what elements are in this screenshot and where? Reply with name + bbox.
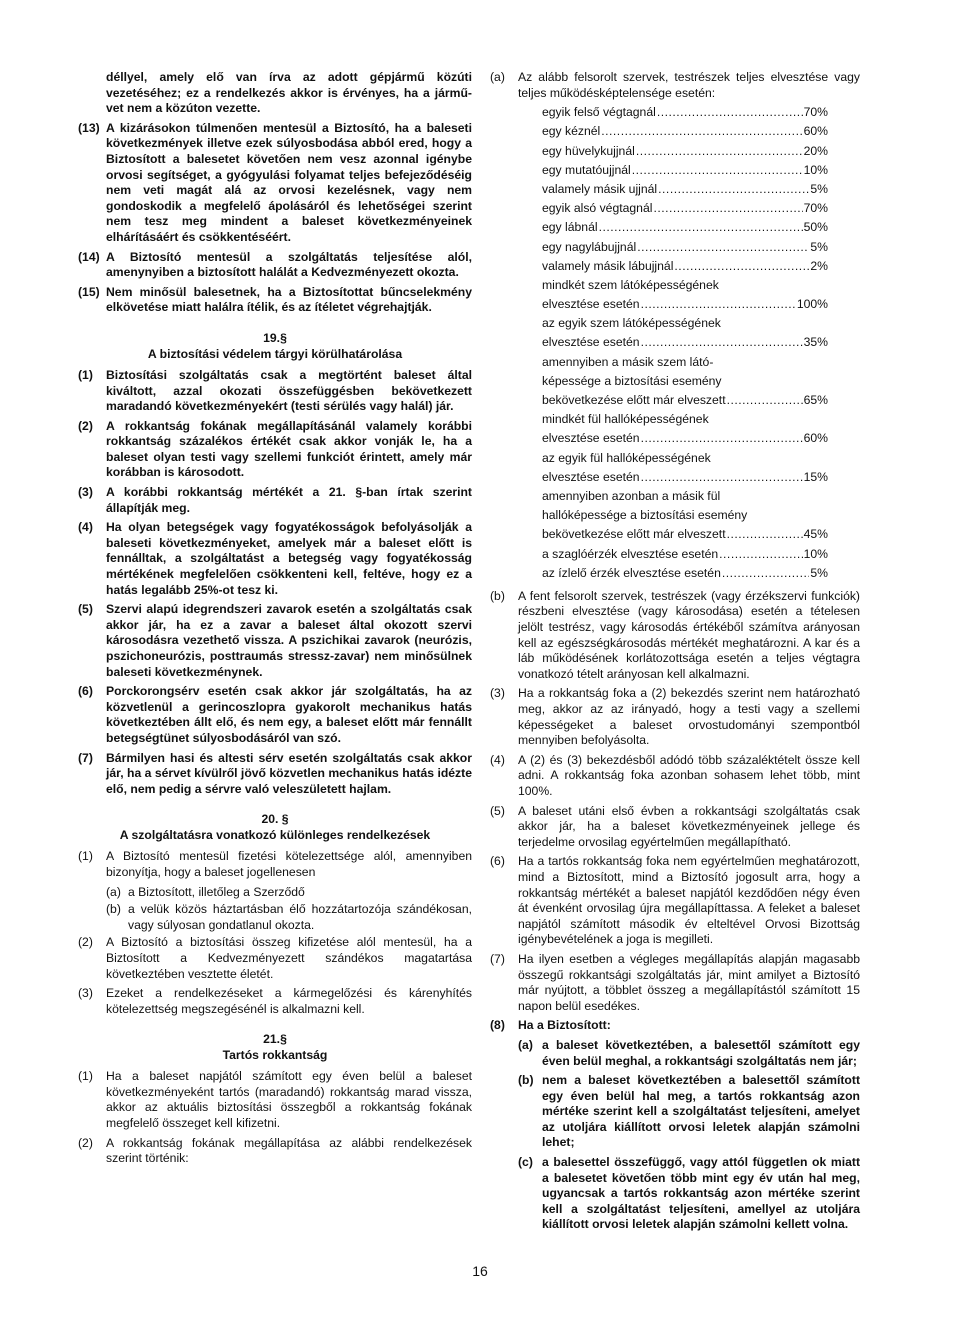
dot-leader xyxy=(727,393,803,409)
table-row xyxy=(542,547,828,566)
paragraph-text: A Biztosító mentesül fizetési kötelezettsége alól, amennyiben bizonyítja, hogy a baleset jogellenesen xyxy=(106,849,472,879)
section-20-heading xyxy=(78,811,472,843)
dot-leader xyxy=(722,566,810,582)
paragraph-text: Bármilyen hasi és altesti sérv esetén szolgáltatás csak akkor jár, ha a sérvet kívülről jövő közvetlen mechanikus hatás idézte elő, nem pedig a sérvre való veleszületett hajlam. xyxy=(106,750,472,796)
paragraph-text: Nem minősül balesetnek, ha a Biztosítottat bűncselekmény elkövetése miatt halálra ítélik, és az ítéletet végrehajtják. xyxy=(106,284,472,315)
table-row-percent: 60% xyxy=(803,124,828,139)
table-row xyxy=(542,527,828,546)
paragraph-text: A Biztosító a biztosítási összeg kifizetése alól mentesül, ha a Biztosított a Kedvezményezett szándékos magatartása következtében vesztette életét. xyxy=(106,935,472,981)
table-row-percent: 10% xyxy=(803,162,828,177)
table-row-percent: 65% xyxy=(803,393,828,407)
section-subtitle: A szolgáltatásra vonatkozó különleges rendelkezések xyxy=(119,828,431,843)
table-row-percent: 35% xyxy=(803,335,828,350)
paragraph-number: (14) xyxy=(78,249,100,264)
sub-text: a baleset következtében, a balesettől számított egy éven belül meghal, a rokkantsági szolgáltatás nem jár; xyxy=(542,1037,860,1068)
table-row-percent: 45% xyxy=(803,527,828,542)
table-row-label: bekövetkezése előtt már elveszett xyxy=(542,527,726,542)
table-row-percent: 100% xyxy=(796,297,828,312)
table-row-label: az ízlelő érzék elvesztése esetén xyxy=(542,565,721,580)
dot-leader xyxy=(727,527,803,543)
table-row-label: elvesztése esetén xyxy=(542,335,640,350)
sub-number: (a) xyxy=(490,70,505,84)
dot-leader xyxy=(657,105,803,121)
paragraph-8-sub-c xyxy=(490,1155,860,1233)
paragraph-text: Ha olyan betegségek vagy fogyatékosságok befolyásolják a baleseti következményeket, amelyek már a baleset előtt is fennálltak, a szolgáltatást a betegség vagy fogyatékosság mértékének megfelelően csökkenteni kell, feltéve, hogy ez a hatás legalább 25%-ot tesz ki. xyxy=(106,520,472,597)
paragraph-8-sub-b xyxy=(490,1073,860,1151)
table-row-percent: 50% xyxy=(803,220,828,235)
disability-rate-table xyxy=(542,105,828,585)
table-row-label: elvesztése esetén xyxy=(542,431,640,446)
table-row-text: amennyiben azonban a másik fül xyxy=(542,488,721,503)
sub-text: nem a baleset következtében a balesettől számított egy éven belül hal meg, a tartós rokkantság azon mértéke szerint kell a szolgáltatást teljesíteni, amelyet az utoljára kiállított orvosi leletek alapján számolni lehet; xyxy=(542,1073,860,1150)
paragraph-number: (4) xyxy=(78,520,93,535)
table-row-text: az egyik szem látóképességének xyxy=(542,316,721,331)
dot-leader xyxy=(641,297,796,313)
paragraph-number: (1) xyxy=(78,849,93,864)
table-row xyxy=(542,201,828,220)
paragraph-number: (4) xyxy=(490,752,505,767)
sub-text: a balesettel összefüggő, vagy attól független ok miatt a balesetet követően több mint egy év után hal meg, ugyancsak a tartós rokkantság azon mértéke szerint kell a szolgáltatást teljesíteni, amellyel az utoljára kiállított orvosi leletek alapján számolni kellett volna. xyxy=(542,1155,860,1232)
table-row-label: egy lábnál xyxy=(542,220,598,235)
sub-text: a Biztosított, illetőleg a Szerződő xyxy=(128,884,305,899)
paragraph-text: Ha a rokkantság foka a (2) bekezdés szerint nem határozható meg, akkor az az irányadó, hogy a testi vagy a szellemi képességeket a baleset orvostudományi szempontból mennyiben befolyásolta. xyxy=(518,686,860,748)
table-row-text: hallóképessége a biztosítási esemény xyxy=(542,508,748,523)
dot-leader xyxy=(658,182,809,198)
dot-leader xyxy=(674,259,809,275)
paragraph-number: (1) xyxy=(78,367,93,382)
paragraph-text: A rokkantság fokának megállapítása az alábbi rendelkezések szerint történik: xyxy=(106,1135,472,1166)
table-row-text: mindkét szem látóképességének xyxy=(542,277,719,292)
section-title: 20. § xyxy=(261,812,289,827)
table-row-percent: 5% xyxy=(810,181,828,196)
section-20-sub-b xyxy=(106,902,472,933)
table-row xyxy=(542,144,828,163)
table-row-label: egy hüvelykujjnál xyxy=(542,143,635,158)
dot-leader xyxy=(601,124,802,140)
paragraph-number: (6) xyxy=(78,684,93,699)
table-row xyxy=(542,105,828,124)
paragraph-text: A kizárásokon túlmenően mentesül a Biztosító, ha a baleseti következmények illetve ezek súlyosbodása abból ered, hogy a Biztosított a balesetet követően nem vesz azonnal igénybe orvosi segítséget, a gyógyulási folyamat teljes befejeződéséig nem veti magát alá az orvosi kezelésnek, vagy nem gondoskodik a megfelelő ápolásáról és lehetőségei szerint nem tesz meg mindent a baleset következményeinek elhárításáért és csökkentéséért. xyxy=(106,120,472,244)
paragraph-number: (1) xyxy=(78,1069,93,1084)
paragraph-text: A rokkantság fokának megállapításánál valamely korábbi rokkantság százalékos értékét csak akkor vonják le, ha a baleset olyan testi vagy szellemi funkciót érintett, amely már korábban is károsodott. xyxy=(106,418,472,480)
sub-text: a velük közös háztartásban élő hozzátartozója szándékosan, vagy súlyosan gondatlanul okozta. xyxy=(128,902,472,932)
table-row-text: mindkét fül hallóképességének xyxy=(542,412,709,427)
table-row-label: valamely másik lábujjnál xyxy=(542,258,674,273)
table-row xyxy=(542,240,828,259)
left-column xyxy=(78,70,472,1171)
sub-number: (c) xyxy=(518,1155,533,1170)
table-row-label: egy kéznél xyxy=(542,124,601,139)
paragraph-8-block xyxy=(490,1018,860,1233)
paragraph-14 xyxy=(78,250,472,281)
section-subtitle: Tartós rokkantság xyxy=(222,1048,328,1063)
section-title: 21.§ xyxy=(263,1032,287,1047)
sub-item-a xyxy=(490,70,860,101)
paragraph-text: Porckorongsérv esetén csak akkor jár szolgáltatás, ha az közvetlenül a gerincoszlopra gyakorolt mechanikus hatás következtében állt elő, és nem egy, a baleset előtt már fennállt betegségtünet súlyosbodásáról van szó. xyxy=(106,684,472,745)
paragraph-number: (2) xyxy=(78,1135,93,1150)
paragraph-text: Biztosítási szolgáltatás csak a megtörtént baleset által kiváltott, azzal okozati összefüggésben bekövetkezett maradandó következményekért (testi sérülés vagy halál) jár. xyxy=(106,367,472,414)
page-number: 16 xyxy=(472,1263,488,1279)
sub-number: (a) xyxy=(518,1037,533,1052)
table-row xyxy=(542,470,828,489)
paragraph-number: (3) xyxy=(490,686,505,701)
section-19-body xyxy=(78,368,472,797)
table-row xyxy=(542,566,828,585)
paragraph-text: Ha a baleset napjától számított egy éven belül a baleset következményeként tartós (maradandó) rokkantság marad vissza, akkor az aktuális biztosítási összegből a rokkantság fokának megfelelő összeget kell kifizetni. xyxy=(106,1069,472,1131)
sub-number: (b) xyxy=(518,1073,534,1088)
table-row-percent: 20% xyxy=(803,143,828,158)
table-row-label: egy nagylábujjnál xyxy=(542,239,637,254)
table-row-label: bekövetkezése előtt már elveszett xyxy=(542,393,726,407)
section-21-para-1 xyxy=(78,1069,472,1131)
table-row xyxy=(542,259,828,278)
intro-paragraph: déllyel, amely elő van írva az adott gépjármű közúti vezetéséhez; ez a rendelkezés akkor is érvényes, ha a jármű-vet nem a közúton vezette. xyxy=(106,70,472,116)
paragraph-number: (7) xyxy=(78,750,93,765)
table-row-label: valamely másik ujjnál xyxy=(542,181,658,196)
paragraph-number: (3) xyxy=(78,986,93,1001)
sub-number: (b) xyxy=(106,902,121,917)
table-row-label: a szaglóérzék elvesztése esetén xyxy=(542,546,719,561)
table-row xyxy=(542,124,828,143)
paragraph-number: (2) xyxy=(78,935,93,950)
table-row-percent: 10% xyxy=(803,546,828,561)
paragraph-number: (8) xyxy=(490,1018,505,1033)
dot-leader xyxy=(719,547,802,563)
paragraph-text: A baleset utáni első évben a rokkantsági szolgáltatás csak akkor jár, ha a baleset következményeinek jellege és terjedelme orvosilag egyértelműen megállapítható. xyxy=(518,803,860,849)
paragraph-4 xyxy=(490,753,860,800)
table-row xyxy=(542,431,828,450)
table-row-text: amennyiben a másik szem látó- xyxy=(542,354,714,369)
paragraph-number: (5) xyxy=(78,602,93,617)
paragraph-8 xyxy=(490,1018,860,1034)
paragraph-15 xyxy=(78,285,472,316)
paragraph-text: Szervi alapú idegrendszeri zavarok esetén a szolgáltatás csak akkor jár, ha ez a zavar a baleset által okozott szervi károsodásra vezethető vissza. A pszichikai zavarok (neurózis, pszichoneurózis, posttraumás stressz-zavar) nem minősülnek baleseti következménynek. xyxy=(106,602,472,679)
table-row-percent: 5% xyxy=(810,239,828,254)
section-20-para-3 xyxy=(78,986,472,1017)
section-20-para-1 xyxy=(78,849,472,880)
paragraph-number: (2) xyxy=(78,418,93,433)
table-row xyxy=(542,297,828,316)
paragraph-number: (7) xyxy=(490,951,505,966)
right-column xyxy=(490,70,860,1237)
paragraph-6 xyxy=(490,854,860,948)
table-row-text: az egyik fül hallóképességének xyxy=(542,450,711,465)
sub-number: (b) xyxy=(490,588,505,603)
section-19-para-6 xyxy=(78,684,472,746)
section-20-sub-a xyxy=(106,885,472,901)
sub-text: A fent felsorolt szervek, testrészek (vagy érzékszervi funkciók) részbeni elvesztése (vagy károsodása) esetén a tételesen jelölt testrész, vagy károsodás értékéből számítva arányosan kell az egészségkárosodás mértékét meghatározni. A kar és a láb működésének korlátozottsága esetén a teljes végtagra vonatkozó tételt arányosan kell alkalmazni. xyxy=(518,588,860,681)
table-row-percent: 2% xyxy=(810,258,828,273)
paragraph-8-sub-a xyxy=(490,1038,860,1069)
paragraph-text: A Biztosító mentesül a szolgáltatás teljesítése alól, amenynyiben a biztosított halálát a Kedvezményezett okozta. xyxy=(106,249,472,280)
table-row-label: egyik felső végtagnál xyxy=(542,105,656,120)
table-row-percent: 60% xyxy=(803,431,828,446)
paragraph-13 xyxy=(78,121,472,246)
section-19-para-3 xyxy=(78,485,472,516)
paragraph-text: Ha a Biztosított: xyxy=(518,1018,611,1033)
table-row-label: egy mutatóujjnál xyxy=(542,162,631,177)
paragraph-5 xyxy=(490,804,860,851)
table-row-text: képessége a biztosítási esemény xyxy=(542,373,722,388)
dot-leader xyxy=(641,470,803,486)
sub-number: (a) xyxy=(106,884,121,899)
section-21-para-2 xyxy=(78,1136,472,1167)
table-row-percent: 70% xyxy=(803,105,828,120)
paragraph-text: Ezeket a rendelkezéseket a kármegelőzési és kárenyhítés kötelezettség megszegésénél is alkalmazni kell. xyxy=(106,986,472,1016)
table-row xyxy=(542,182,828,201)
table-row-label: egyik alsó végtagnál xyxy=(542,201,653,216)
dot-leader xyxy=(632,163,803,179)
paragraph-number: (6) xyxy=(490,854,505,869)
dot-leader xyxy=(599,220,803,236)
paragraph-text: A (2) és (3) bekezdésből adódó több százaléktételt össze kell adni. A rokkantság foka azonban sohasem lehet több, mint 100%. xyxy=(518,752,860,798)
section-19-para-4 xyxy=(78,520,472,598)
table-row-percent: 15% xyxy=(803,469,828,484)
dot-leader xyxy=(636,144,803,160)
section-19-para-7 xyxy=(78,751,472,798)
dot-leader xyxy=(653,201,802,217)
section-21-heading xyxy=(78,1031,472,1063)
table-row xyxy=(542,220,828,239)
dot-leader xyxy=(641,431,803,447)
section-19-heading xyxy=(78,330,472,362)
section-title: 19.§ xyxy=(263,330,287,345)
table-row-percent: 5% xyxy=(810,565,828,580)
section-20-para-2 xyxy=(78,935,472,982)
table-row xyxy=(542,163,828,182)
dot-leader xyxy=(637,240,809,256)
dot-leader xyxy=(641,335,803,351)
paragraph-text: Ha a tartós rokkantság foka nem egyértelműen meghatározott, mind a Biztosított, mind a Biztosító jogosult arra, hogy a rokkantság mértékét a baleset napjától kezdődően négy éven át évenként orvosilag újra megállapíttassa. A feleket a baleset napjától számított második év elteltével Orvosi Bizottság igénybevételének a joga is megilleti. xyxy=(518,854,860,947)
section-19-para-2 xyxy=(78,419,472,481)
paragraph-number: (13) xyxy=(78,120,100,135)
paragraph-7 xyxy=(490,952,860,1014)
section-19-para-1 xyxy=(78,368,472,415)
table-row xyxy=(542,393,828,412)
section-subtitle: A biztosítási védelem tárgyi körülhatárolása xyxy=(147,346,403,361)
paragraph-text: A korábbi rokkantság mértékét a 21. §-ban írtak szerint állapítják meg. xyxy=(106,485,472,515)
table-row-label: elvesztése esetén xyxy=(542,297,640,312)
sub-text: Az alább felsorolt szervek, testrészek teljes elvesztése vagy teljes működésképtelensége esetén: xyxy=(518,70,860,100)
paragraph-number: (15) xyxy=(78,284,100,299)
table-row xyxy=(542,335,828,354)
table-row-label: elvesztése esetén xyxy=(542,469,640,484)
table-row-percent: 70% xyxy=(803,201,828,216)
paragraph-number: (5) xyxy=(490,803,505,818)
paragraph-3 xyxy=(490,686,860,748)
sub-item-b xyxy=(490,589,860,683)
section-19-para-5 xyxy=(78,602,472,680)
paragraph-number: (3) xyxy=(78,485,93,500)
paragraph-text: Ha ilyen esetben a végleges megállapítás alapján magasabb összegű rokkantsági szolgáltatás jár, mint amilyet a Biztosító már nyújtott, a többlet összeg a megállapítástól számított 15 napon belül esedékes. xyxy=(518,951,860,1013)
